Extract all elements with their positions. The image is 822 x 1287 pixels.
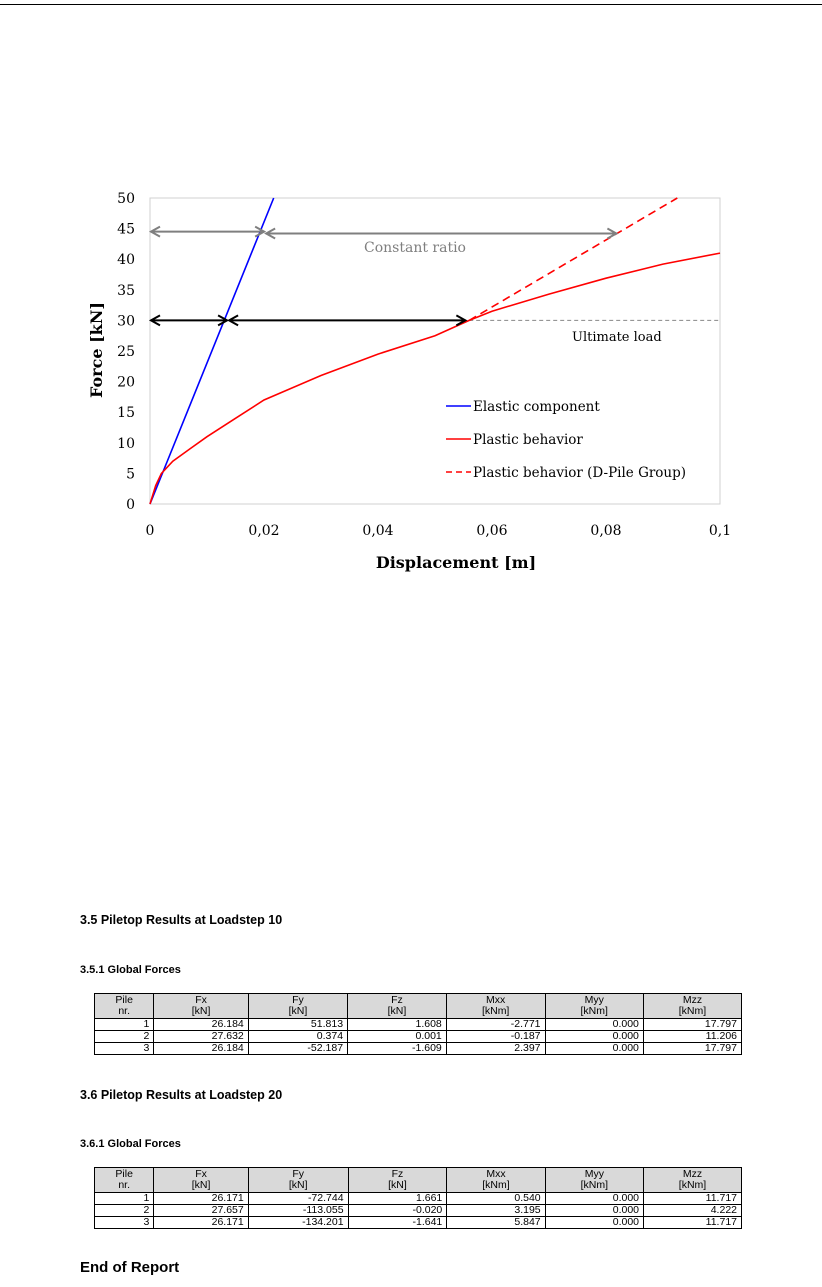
column-unit: [kNm] xyxy=(580,1005,608,1017)
column-name: Fz xyxy=(391,1168,404,1180)
column-unit: [kNm] xyxy=(678,1179,707,1191)
section-heading-loadstep-20: 3.6 Piletop Results at Loadstep 20 xyxy=(80,1088,283,1102)
column-header xyxy=(348,1168,447,1193)
column-header xyxy=(643,994,741,1019)
y-tick-label: 10 xyxy=(117,435,135,452)
x-tick-label: 0,02 xyxy=(248,523,280,539)
legend-label: Elastic component xyxy=(473,399,600,415)
column-name: Mzz xyxy=(682,994,703,1006)
column-name: Fy xyxy=(292,994,304,1006)
column-name: Fx xyxy=(195,994,207,1006)
column-name: Mzz xyxy=(682,1168,703,1180)
y-tick-label: 25 xyxy=(117,344,135,360)
header-rule xyxy=(0,4,822,5)
column-header xyxy=(248,994,347,1019)
column-unit: [kNm] xyxy=(678,1005,707,1017)
table-row xyxy=(95,1217,742,1229)
series-line-2 xyxy=(469,198,677,320)
table-cell: 26.184 xyxy=(154,1019,248,1031)
table-cell: 0.000 xyxy=(545,1205,643,1217)
y-axis-label: Force [kN] xyxy=(87,302,106,398)
table-row xyxy=(95,1019,742,1031)
column-header xyxy=(154,994,248,1019)
column-header xyxy=(545,994,643,1019)
x-tick-label: 0 xyxy=(145,523,155,539)
table-cell: 11.717 xyxy=(644,1217,742,1229)
table-cell: 11.206 xyxy=(643,1031,741,1043)
y-tick-label: 45 xyxy=(117,221,135,238)
table-row xyxy=(95,1043,742,1055)
y-tick-label: 20 xyxy=(117,374,135,391)
column-unit: [kN] xyxy=(388,1179,407,1191)
column-header xyxy=(154,1168,248,1193)
table-cell: 0.000 xyxy=(545,1019,643,1031)
y-tick-label: 15 xyxy=(117,405,135,422)
column-unit: [kN] xyxy=(288,1179,308,1191)
column-header xyxy=(447,1168,545,1193)
column-name: Pile xyxy=(115,994,133,1006)
table-header-row xyxy=(95,1168,742,1193)
column-unit: [kN] xyxy=(191,1179,211,1191)
table-cell: 3 xyxy=(95,1043,154,1055)
ultimate-load-label: Ultimate load xyxy=(572,330,662,345)
y-tick-label: 40 xyxy=(117,252,135,269)
column-header xyxy=(446,994,545,1019)
y-tick-label: 50 xyxy=(117,191,135,207)
table-cell: -72.744 xyxy=(248,1193,348,1205)
table-cell: 4.222 xyxy=(644,1205,742,1217)
column-name: Myy xyxy=(584,1168,604,1180)
column-unit: nr. xyxy=(118,1179,131,1191)
column-unit: [kN] xyxy=(191,1005,211,1017)
column-header xyxy=(95,1168,154,1193)
table-cell: 0.000 xyxy=(545,1031,643,1043)
table-cell: -52.187 xyxy=(248,1043,347,1055)
column-header xyxy=(348,994,447,1019)
table-cell: 17.797 xyxy=(643,1043,741,1055)
table-cell: 11.717 xyxy=(644,1193,742,1205)
column-unit: [kN] xyxy=(387,1005,407,1017)
column-unit: [kNm] xyxy=(481,1005,510,1017)
column-header xyxy=(248,1168,348,1193)
column-name: Fx xyxy=(195,1168,207,1180)
table-cell: 1.608 xyxy=(348,1019,447,1031)
table-cell: 0.000 xyxy=(545,1193,643,1205)
table-cell: 0.001 xyxy=(348,1031,447,1043)
table-cell: -2.771 xyxy=(446,1019,545,1031)
table-cell: 27.657 xyxy=(154,1205,248,1217)
column-name: Pile xyxy=(115,1168,133,1180)
table-row xyxy=(95,1031,742,1043)
y-tick-label: 30 xyxy=(117,313,135,330)
table-cell: 5.847 xyxy=(447,1217,545,1229)
section-heading-loadstep-10: 3.5 Piletop Results at Loadstep 10 xyxy=(80,913,283,927)
table-cell: -1.641 xyxy=(348,1217,447,1229)
legend-label: Plastic behavior (D-Pile Group) xyxy=(473,465,687,481)
column-name: Myy xyxy=(584,994,604,1006)
column-header xyxy=(644,1168,742,1193)
force-displacement-chart xyxy=(60,180,760,580)
table-cell: -134.201 xyxy=(248,1217,348,1229)
y-tick-label: 5 xyxy=(126,466,135,483)
table-cell: 2 xyxy=(95,1031,154,1043)
table-cell: 27.632 xyxy=(154,1031,248,1043)
series-line-0 xyxy=(150,198,274,504)
subsection-heading-global-forces-10: 3.5.1 Global Forces xyxy=(80,964,181,976)
table-cell: 26.171 xyxy=(154,1217,248,1229)
table-cell: 3 xyxy=(95,1217,154,1229)
table-cell: 51.813 xyxy=(248,1019,347,1031)
table-cell: -113.055 xyxy=(248,1205,348,1217)
global-forces-table-loadstep-10 xyxy=(94,993,742,1055)
x-tick-label: 0,04 xyxy=(362,523,394,539)
table-cell: 3.195 xyxy=(447,1205,545,1217)
table-cell: 1.661 xyxy=(348,1193,447,1205)
table-cell: 0.000 xyxy=(545,1217,643,1229)
column-header xyxy=(95,994,154,1019)
column-name: Fz xyxy=(391,994,403,1006)
column-unit: [kNm] xyxy=(580,1179,609,1191)
table-cell: 0.000 xyxy=(545,1043,643,1055)
y-tick-label: 0 xyxy=(126,497,135,513)
legend-label: Plastic behavior xyxy=(473,432,583,448)
table-cell: 1 xyxy=(95,1193,154,1205)
y-tick-label: 35 xyxy=(117,282,135,299)
column-name: Fy xyxy=(292,1168,304,1180)
table-header-row xyxy=(95,994,742,1019)
constant-ratio-label: Constant ratio xyxy=(364,240,466,256)
column-unit: nr. xyxy=(118,1005,131,1017)
x-axis-label: Displacement [m] xyxy=(375,553,537,572)
table-cell: 26.171 xyxy=(154,1193,248,1205)
table-cell: 2.397 xyxy=(446,1043,545,1055)
global-forces-table-loadstep-20 xyxy=(94,1167,742,1229)
x-tick-label: 0,1 xyxy=(708,523,732,539)
column-name: Mxx xyxy=(486,994,506,1006)
x-tick-label: 0,06 xyxy=(476,523,508,539)
table-cell: -0.187 xyxy=(446,1031,545,1043)
table-cell: 2 xyxy=(95,1205,154,1217)
table-cell: 17.797 xyxy=(643,1019,741,1031)
table-row xyxy=(95,1193,742,1205)
subsection-heading-global-forces-20: 3.6.1 Global Forces xyxy=(80,1138,181,1150)
table-cell: 0.374 xyxy=(248,1031,347,1043)
end-of-report: End of Report xyxy=(80,1259,180,1276)
column-name: Mxx xyxy=(486,1168,506,1180)
table-cell: -1.609 xyxy=(348,1043,447,1055)
table-cell: 0.540 xyxy=(447,1193,545,1205)
column-unit: [kNm] xyxy=(482,1179,510,1191)
chart-legend xyxy=(446,399,686,481)
column-unit: [kN] xyxy=(288,1005,308,1017)
table-cell: -0.020 xyxy=(348,1205,447,1217)
column-header xyxy=(545,1168,643,1193)
table-cell: 1 xyxy=(95,1019,154,1031)
table-cell: 26.184 xyxy=(154,1043,248,1055)
x-tick-label: 0,08 xyxy=(590,523,622,539)
table-row xyxy=(95,1205,742,1217)
